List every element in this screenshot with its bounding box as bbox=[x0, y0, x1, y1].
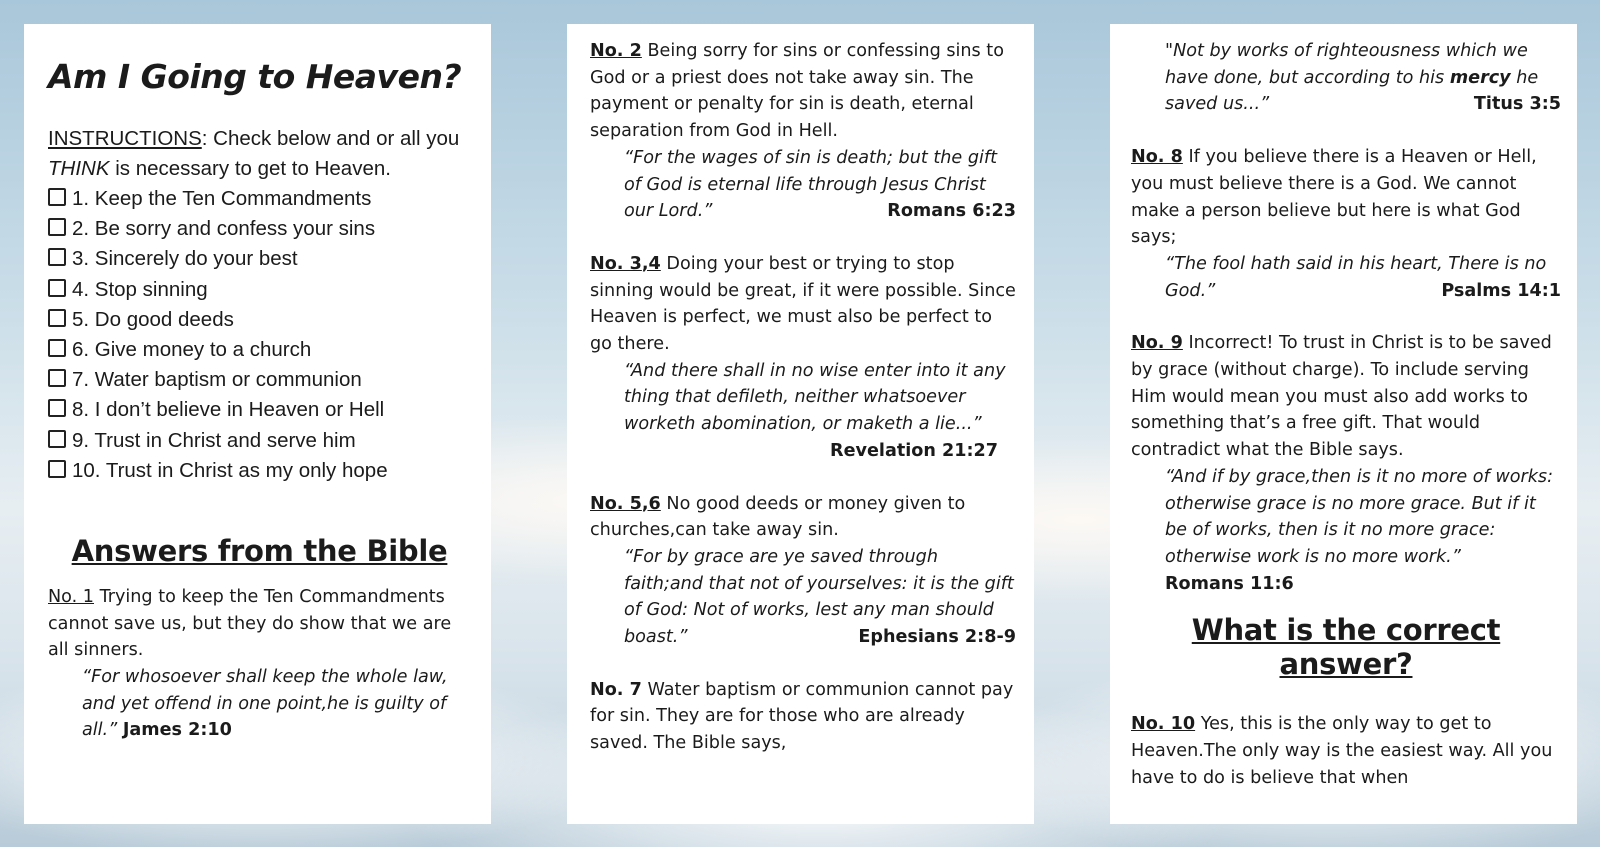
answer-no2: No. 2 Being sorry for sins or confessing sins to God or a priest does not take away sin. The payment or penalty for sin is death, eternal separation from God in Hell. bbox=[590, 41, 1004, 142]
answer-no56-label-a: No. 5 bbox=[590, 493, 642, 514]
answer-no10: No. 10 Yes, this is the only way to get to Heaven.The only way is the easiest way. All you have to do is believe that when bbox=[1131, 714, 1553, 788]
answer-no10-label: No. 10 bbox=[1131, 714, 1196, 735]
checklist-item-9[interactable]: 9. Trust in Christ and serve him bbox=[48, 426, 471, 456]
answer-no7: No. 7 Water baptism or communion cannot pay for sin. They are for those who are already saved. The Bible says, bbox=[590, 679, 1014, 754]
checkbox-icon[interactable] bbox=[48, 399, 66, 417]
quote-no8: “The fool hath said in his heart, There is no God.” Psalms 14:1 bbox=[1131, 251, 1561, 304]
answer-no9: No. 9 Incorrect! To trust in Christ is to be saved by grace (without charge). To include serving Him would mean you must also add works to something that’s a free gift. That would contradict what the Bible says. bbox=[1131, 333, 1552, 461]
panel-right bbox=[1110, 24, 1577, 824]
checklist-item-5[interactable]: 5. Do good deeds bbox=[48, 305, 471, 335]
checklist-item-4[interactable]: 4. Stop sinning bbox=[48, 275, 471, 305]
answer-no34: No. 3,4 Doing your best or trying to stop sinning would be great, if it were possible. Since Heaven is perfect, we must also be perfect to go there. bbox=[590, 253, 1016, 355]
checklist bbox=[48, 184, 471, 486]
answer-no8: No. 8 If you believe there is a Heaven or Hell, you must believe there is a God. We cannot make a person believe but here is what God says; bbox=[1131, 147, 1537, 248]
checklist-item-2[interactable]: 2. Be sorry and confess your sins bbox=[48, 214, 471, 244]
checklist-item-7[interactable]: 7. Water baptism or communion bbox=[48, 365, 471, 395]
quote-no34: “And there shall in no wise enter into it any thing that defileth, neither whatsoever worketh abomination, or maketh a lie...” Revelation 21:27 bbox=[590, 358, 1016, 465]
quote-no7-mercy: mercy bbox=[1449, 67, 1511, 88]
checkbox-icon[interactable] bbox=[48, 369, 66, 387]
answer-no1: No. 1 Trying to keep the Ten Commandments cannot save us, but they do show that we are all sinners. bbox=[48, 586, 452, 661]
checklist-item-6[interactable]: 6. Give money to a church bbox=[48, 335, 471, 365]
reference-no7: Titus 3:5 bbox=[1473, 94, 1561, 115]
checkbox-icon[interactable] bbox=[48, 248, 66, 266]
answer-no8-label: No. 8 bbox=[1131, 147, 1183, 168]
reference-no1: James 2:10 bbox=[122, 720, 232, 741]
quote-no7: "Not by works of righteousness which we have done, but according to his mercy he saved us...” Titus 3:5 bbox=[1131, 38, 1561, 118]
answer-no34-label-b: ,4 bbox=[641, 253, 661, 274]
page-title: Am I Going to Heaven? bbox=[48, 57, 462, 96]
reference-no56: Ephesians 2:8-9 bbox=[858, 627, 1016, 648]
checkbox-icon[interactable] bbox=[48, 279, 66, 297]
panel-middle bbox=[567, 24, 1034, 824]
reference-no34: Revelation 21:27 bbox=[830, 440, 998, 461]
quote-no2: “For the wages of sin is death; but the gift of God is eternal life through Jesus Christ our Lord.” Romans 6:23 bbox=[590, 145, 1016, 225]
instructions bbox=[48, 124, 471, 184]
reference-no9: Romans 11:6 bbox=[1165, 573, 1294, 594]
reference-no8: Psalms 14:1 bbox=[1441, 280, 1561, 301]
answers-heading: Answers from the Bible bbox=[71, 533, 448, 568]
checklist-item-3[interactable]: 3. Sincerely do your best bbox=[48, 244, 471, 274]
instructions-think: THINK bbox=[48, 156, 110, 180]
answer-no56: No. 5,6 No good deeds or money given to churches,can take away sin. bbox=[590, 493, 966, 541]
quote-no9: “And if by grace,then is it no more of works: otherwise grace is no more grace. But if it be of works, then is it no more grace: otherwise work is no more work.” Romans 11:6 bbox=[1131, 464, 1561, 598]
checkbox-icon[interactable] bbox=[48, 339, 66, 357]
checkbox-icon[interactable] bbox=[48, 460, 66, 478]
answer-no56-label-b: ,6 bbox=[641, 493, 661, 514]
panel-left bbox=[24, 24, 491, 824]
answer-no7-label: No. 7 bbox=[590, 679, 642, 700]
instructions-label: INSTRUCTIONS bbox=[48, 126, 202, 150]
instructions-text-b: is necessary to get to Heaven. bbox=[109, 156, 391, 180]
checklist-item-1[interactable]: 1. Keep the Ten Commandments bbox=[48, 184, 471, 214]
checkbox-icon[interactable] bbox=[48, 218, 66, 236]
answer-no9-label: No. 9 bbox=[1131, 333, 1183, 354]
answer-no34-label-a: No. 3 bbox=[590, 253, 642, 274]
instructions-text-a: : Check below and or all you bbox=[201, 126, 460, 150]
checklist-item-10[interactable]: 10. Trust in Christ as my only hope bbox=[48, 456, 471, 486]
answer-no1-label: No. 1 bbox=[48, 586, 94, 607]
quote-no56: “For by grace are ye saved through faith;and that not of yourselves: it is the gift of God: Not of works, lest any man should boast.” Ephesians 2:8-9 bbox=[590, 544, 1016, 651]
quote-no1: “For whosoever shall keep the whole law, and yet offend in one point,he is guilty of all.” James 2:10 bbox=[82, 667, 448, 741]
checkbox-icon[interactable] bbox=[48, 188, 66, 206]
correct-answer-heading: What is the correct answer? bbox=[1191, 613, 1501, 682]
checkbox-icon[interactable] bbox=[48, 430, 66, 448]
checklist-item-8[interactable]: 8. I don’t believe in Heaven or Hell bbox=[48, 395, 471, 425]
checkbox-icon[interactable] bbox=[48, 309, 66, 327]
reference-no2: Romans 6:23 bbox=[887, 201, 1016, 222]
answer-no2-label: No. 2 bbox=[590, 41, 642, 61]
